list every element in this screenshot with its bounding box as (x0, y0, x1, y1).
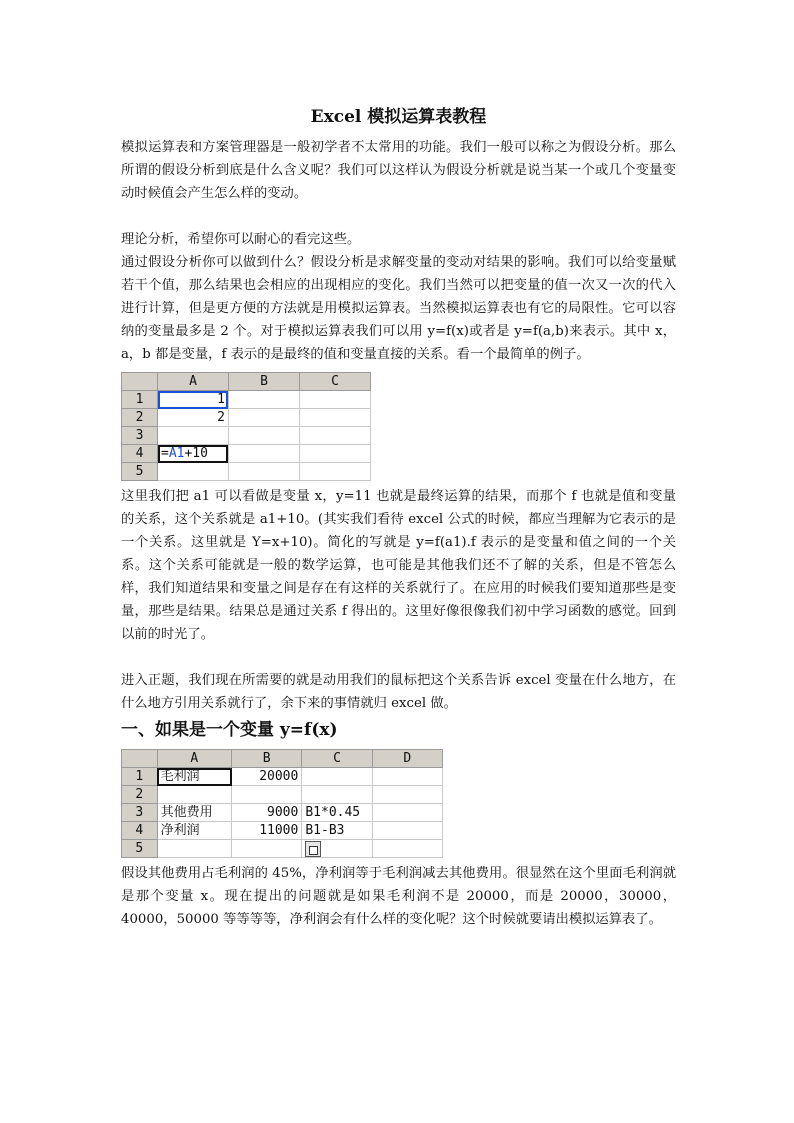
paragraph-main-topic: 进入正题，我们现在所需要的就是动用我们的鼠标把这个关系告诉 excel 变量在什么地方，在什么地方引用关系就行了，余下来的事情就归 excel 做。 (121, 673, 676, 711)
paragraph-what-can-do: 通过假设分析你可以做到什么？假设分析是求解变量的变动对结果的影响。我们可以给变量赋若干个值，那么结果也会相应的出现相应的变化。我们当然可以把变量的值一次又一次的代入进行计算，但是更方便的方法就是用模拟运算表。当然模拟运算表也有它的局限性。它可以容纳的变量最多是 2 个。对于模拟运算表我们可以用 y=f(x)或者是 y=f(a,b)来表示。其中 x，a，b 都是变量，f 表示的是最终的值和变量直接的关系。看一个最简单的例子。 (121, 255, 676, 362)
cell (299, 409, 370, 427)
row-header: 3 (122, 804, 158, 822)
spreadsheet-example-1 (121, 372, 371, 481)
cell (228, 463, 299, 481)
row-header: 4 (122, 445, 158, 463)
cell (302, 786, 372, 804)
cell-b1: 20000 (232, 768, 302, 786)
row-header: 5 (122, 840, 158, 858)
col-header: B (228, 373, 299, 391)
cell (232, 840, 302, 858)
col-header: A (157, 750, 231, 768)
cell (372, 822, 442, 840)
row-header: 2 (122, 786, 158, 804)
col-header: D (372, 750, 442, 768)
document-title: Excel 模拟运算表教程 (310, 107, 487, 127)
cell (228, 427, 299, 445)
cell (158, 427, 229, 445)
spreadsheet-example-2 (121, 749, 443, 858)
row-header: 5 (122, 463, 158, 481)
col-header: B (232, 750, 302, 768)
sheet-corner (122, 750, 158, 768)
cell-b4: 11000 (232, 822, 302, 840)
cell (302, 768, 372, 786)
cell (372, 768, 442, 786)
cell (158, 463, 229, 481)
col-header: C (299, 373, 370, 391)
document-page (121, 100, 676, 931)
cell-c3: B1*0.45 (302, 804, 372, 822)
row-header: 1 (122, 391, 158, 409)
cell (372, 804, 442, 822)
row-header: 1 (122, 768, 158, 786)
cell-b3: 9000 (232, 804, 302, 822)
row-header: 3 (122, 427, 158, 445)
cell (157, 786, 231, 804)
cell (299, 445, 370, 463)
cell-a4-formula (158, 445, 229, 463)
cell (228, 445, 299, 463)
paragraph-assumption: 假设其他费用占毛利润的 45%，净利润等于毛利润减去其他费用。很显然在这个里面毛利润就是那个变量 x。现在提出的问题就是如果毛利润不是 20000，而是 20000，30000，40000，50000 等等等等，净利润会有什么样的变化呢？这个时候就要请出模拟运算表了。 (121, 866, 676, 927)
cell (299, 391, 370, 409)
formula-reference: A1 (168, 446, 185, 461)
row-header: 2 (122, 409, 158, 427)
cell-a1-gross-profit: 毛利润 (157, 768, 231, 786)
cell-a4-net-profit: 净利润 (157, 822, 231, 840)
col-header: A (158, 373, 229, 391)
cell-a1: 1 (158, 391, 229, 409)
section-heading-one-variable: 一、如果是一个变量 y=f(x) (121, 720, 338, 740)
cell (232, 786, 302, 804)
formula-prefix: = (161, 446, 169, 461)
formula-suffix: +10 (184, 446, 208, 461)
cell (372, 786, 442, 804)
cell (157, 840, 231, 858)
paragraph-intro: 模拟运算表和方案管理器是一般初学者不太常用的功能。我们一般可以称之为假设分析。那么所谓的假设分析到底是什么含义呢？我们可以这样认为假设分析就是说当某一个或几个变量变动时候值会产生怎么样的变动。 (121, 140, 676, 201)
col-header: C (302, 750, 372, 768)
cell (372, 840, 442, 858)
paragraph-theory: 理论分析，希望你可以耐心的看完这些。 (121, 232, 361, 247)
cell (228, 409, 299, 427)
sheet-corner (122, 373, 158, 391)
cell (299, 427, 370, 445)
paragraph-explanation: 这里我们把 a1 可以看做是变量 x，y=11 也就是最终运算的结果，而那个 f 也就是值和变量的关系，这个关系就是 a1+10。(其实我们看待 excel 公式的时候，都应当理解为它表示的是一个关系。这里就是 Y=x+10)。简化的写就是 y=f(a1).f 表示的是变量和值之间的一个关系。这个关系可能就是一般的数学运算，也可能是其他我们还不了解的关系，但是不管怎么样，我们知道结果和变量之间是存在有这样的关系就行了。在应用的时候我们要知道那些是变量，那些是结果。结果总是通过关系 f 得出的。这里好像很像我们初中学习函数的感觉。回到以前的时光了。 (121, 489, 676, 642)
row-header: 4 (122, 822, 158, 840)
cell (299, 463, 370, 481)
cell (228, 391, 299, 409)
cell-a2: 2 (158, 409, 229, 427)
paste-options-icon[interactable] (305, 841, 321, 857)
cell (302, 840, 372, 858)
cell-c4: B1-B3 (302, 822, 372, 840)
cell-a3-other-costs: 其他费用 (157, 804, 231, 822)
